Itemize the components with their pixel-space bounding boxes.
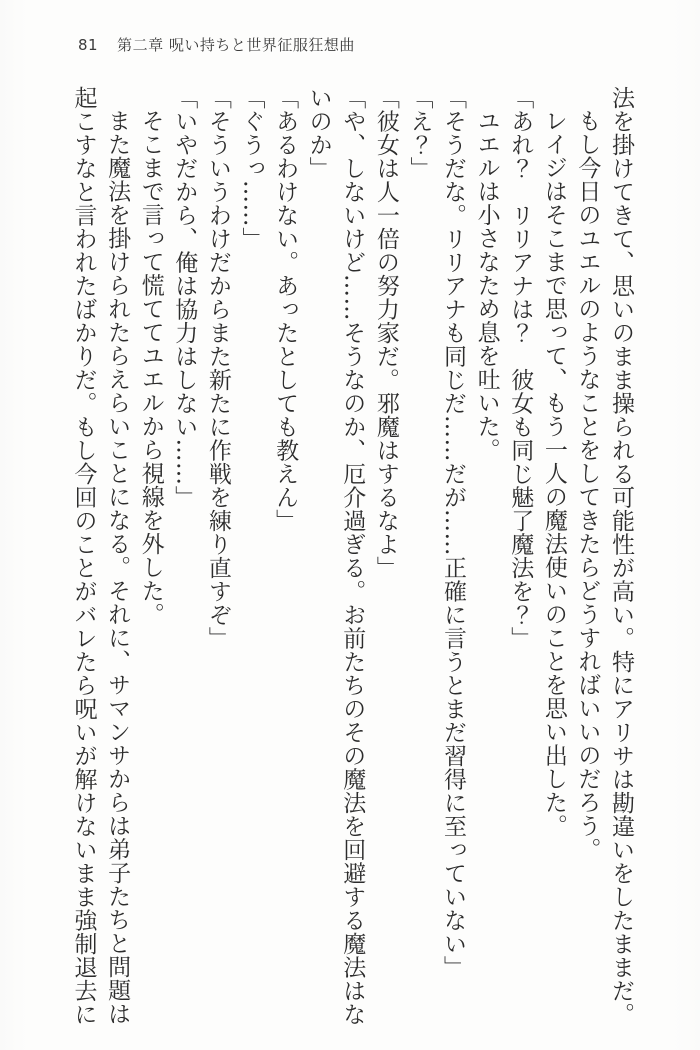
paragraph-7: 「え？」 (406, 86, 433, 180)
paragraph-15: また魔法を掛けられたらえらいことになる。それに、サマンサからは弟子たちと問題は起こすなと言われたばかりだ。もし今回のことがバレたら呪いが解けないまま強制退去に (70, 86, 131, 1026)
paragraph-13: 「いやだから、俺は協力はしない……」 (171, 86, 198, 509)
chapter-title: 第二章 呪い持ちと世界征服狂想曲 (117, 36, 355, 54)
paragraph-10: 「あるわけない。あったとしても教えん」 (272, 86, 299, 533)
paragraph-1: 法を掛けてきて、思いのまま操られる可能性が高い。特にアリサは勘違いをしたままだ。 (608, 86, 634, 1026)
paragraph-11: 「ぐうっ……」 (238, 86, 265, 251)
page-number: 81 (78, 36, 99, 54)
paragraph-6: 「そうだな。リリアナも同じだ……だが……正確に言うとまだ習得に至っていない」 (440, 86, 467, 979)
paragraph-9: 「や、しないけど……そうなのか、厄介過ぎる。お前たちのその魔法を回避する魔法はないのか」 (305, 86, 366, 1026)
paragraph-2: もし今日のユエルのようなことをしてきたらどうすればいいのだろう。 (574, 109, 601, 861)
paragraph-4: 「あれ？ リリアナは？ 彼女も同じ魅了魔法を？」 (507, 86, 534, 650)
page-header (78, 34, 355, 55)
paragraph-12: 「そういうわけだからまた新たに作戦を練り直すぞ」 (204, 86, 231, 650)
paragraph-5: ユエルは小さなため息を吐いた。 (473, 109, 500, 462)
paragraph-3: レイジはそこまで思って、もう一人の魔法使いのことを思い出した。 (540, 109, 567, 838)
body-text (65, 86, 637, 1028)
paragraph-8: 「彼女は人一倍の努力家だ。邪魔はするなよ」 (372, 86, 399, 580)
paragraph-14: そこまで言って慌ててユエルから視線を外した。 (137, 109, 164, 626)
